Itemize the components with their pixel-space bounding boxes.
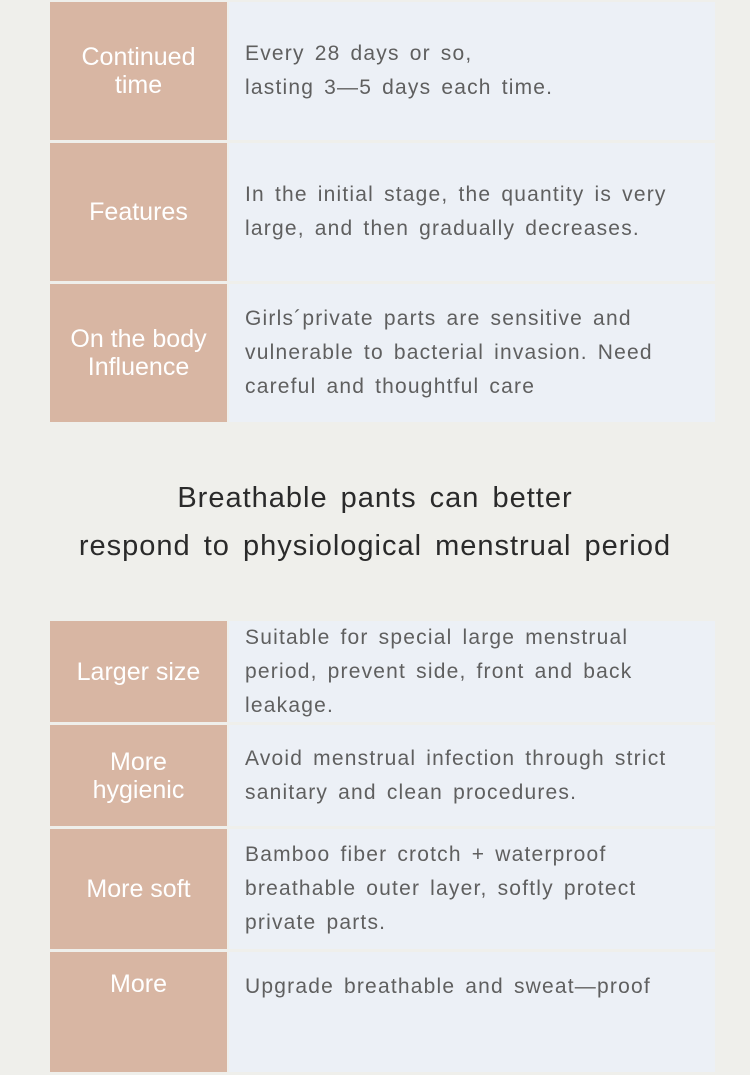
row-description: Bamboo fiber crotch + waterproof breathable outer layer, softly protect private parts.: [229, 829, 715, 949]
row-label: More soft: [50, 829, 227, 949]
table-row-larger-size: [50, 621, 715, 722]
row-label: More hygienic: [50, 725, 227, 826]
row-label: Features: [50, 143, 227, 281]
row-label: Larger size: [50, 621, 227, 722]
row-label: More: [50, 952, 227, 1072]
row-description: Avoid menstrual infection through strict sanitary and clean procedures.: [229, 725, 715, 826]
table-row-features: [50, 143, 715, 281]
row-description: Girls´private parts are sensitive and vulnerable to bacterial invasion. Need careful and thoughtful care: [229, 284, 715, 422]
row-label: Continued time: [50, 2, 227, 140]
row-description: In the initial stage, the quantity is very large, and then gradually decreases.: [229, 143, 715, 281]
benefits-table: [50, 621, 715, 1075]
row-description: Every 28 days or so, lasting 3—5 days each time.: [229, 2, 715, 140]
table-row-body-influence: [50, 284, 715, 422]
row-description: Upgrade breathable and sweat—proof: [229, 952, 715, 1072]
row-description: Suitable for special large menstrual period, prevent side, front and back leakage.: [229, 621, 715, 722]
table-row-more-soft: [50, 829, 715, 949]
section-heading: Breathable pants can better respond to physiological menstrual period: [78, 482, 672, 562]
table-row-more-breathable: [50, 952, 715, 1072]
table-row-more-hygienic: [50, 725, 715, 826]
period-info-table: [50, 2, 715, 425]
row-label: On the body Influence: [50, 284, 227, 422]
table-row-continued-time: [50, 2, 715, 140]
